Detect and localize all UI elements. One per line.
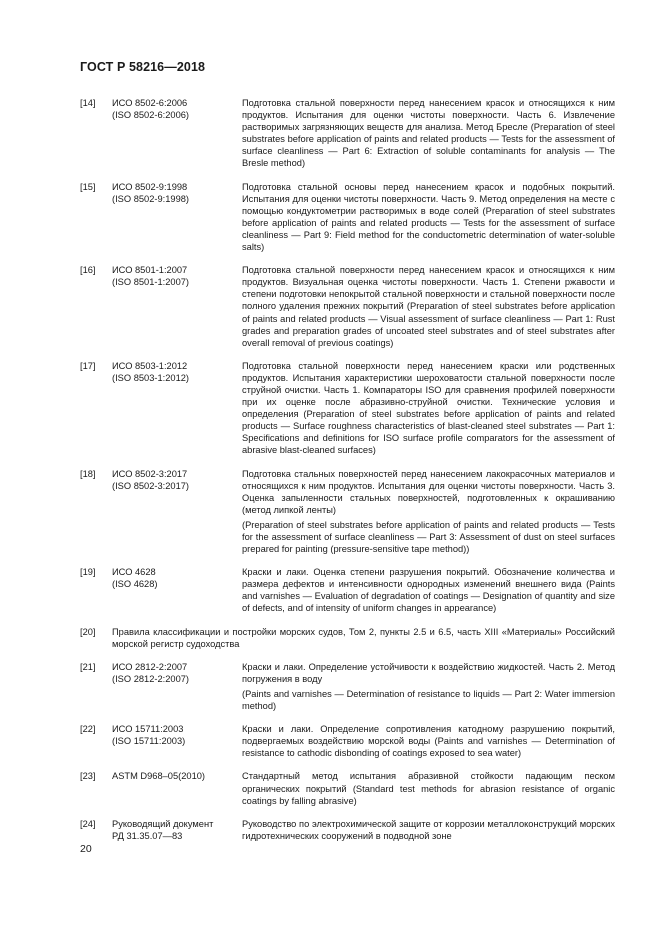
bibliography-entry-24 — [80, 818, 615, 842]
entry-number: [21] — [80, 661, 96, 672]
entry-description-text: Подготовка стальной поверхности перед нанесением красок и относящихся к ним продуктов. Визуальная оценка чистоты поверхности. Часть 1. Степени ржавости и степени подготовки непокрытой стальной поверхности и стальной поверхности после полного удаления прежних покрытий (Preparation of steel substrates before application of paints and related products — Visual assessment of surface cleanliness — Part 1: Rust grades and preparation grades of uncoated steel substrates and of steel substrates after overall removal of previous coatings) — [242, 265, 615, 348]
entry-description-en: (Paints and varnishes — Determination of resistance to liquids — Part 2: Water immersion method) — [242, 688, 615, 712]
entry-description — [242, 566, 615, 614]
entry-code — [112, 360, 242, 457]
entry-code — [112, 770, 242, 806]
bibliography-entry-18 — [80, 468, 615, 556]
entry-number: [22] — [80, 724, 96, 735]
entry-description — [242, 264, 615, 349]
bibliography-list — [80, 97, 615, 853]
entry-code — [112, 468, 242, 556]
bibliography-entry-23 — [80, 770, 615, 806]
bibliography-entry-19 — [80, 566, 615, 614]
bibliography-entry-15 — [80, 181, 615, 254]
entry-code-ru: ИСО 15711:2003 — [112, 724, 184, 735]
entry-code — [112, 818, 242, 842]
entry-code-ru: ИСО 8502-3:2017 — [112, 468, 188, 479]
entry-code-ru: ИСО 8502-6:2006 — [112, 98, 188, 108]
entry-code-ru: ИСО 8501-1:2007 — [112, 265, 188, 276]
entry-code-ru: ИСО 2812-2:2007 — [112, 661, 188, 672]
bibliography-entry-20 — [80, 626, 615, 650]
entry-number: [24] — [80, 818, 96, 829]
entry-description-text: Подготовка стальной основы перед нанесением красок и подобных покрытий. Испытания для оценки чистоты поверхности. Часть 9. Метод определения на месте с помощью кондуктометрии растворимых в воде солей (Preparation of steel substrates before application of paints and related products — Tests for the assessment of surface cleanliness — Part 9: Field method for the conductometric determination of water-soluble salts) — [242, 181, 615, 253]
entry-description — [242, 723, 615, 759]
entry-description — [242, 661, 615, 712]
bibliography-entry-16 — [80, 264, 615, 349]
entry-description-en: (Preparation of steel substrates before application of paints and related products — Tests for the assessment of surface cleanliness — Part 3: Assessment of dust on steel surfaces prepared for painting (pressure-sensitive tape method)) — [242, 519, 615, 555]
entry-description-text: Краски и лаки. Определение сопротивления катодному разрушению покрытий, подвергаемых воздействию морской воды (Paints and varnishes — Determination of resistance to cathodic disbonding of coatings exposed to sea water) — [242, 724, 615, 759]
entry-code — [112, 566, 242, 614]
entry-description — [242, 770, 615, 806]
entry-code-iso: (ISO 8503-1:2012) — [112, 372, 190, 383]
entry-code-iso: (ISO 15711:2003) — [112, 736, 186, 747]
entry-description — [242, 468, 615, 556]
entry-code — [112, 723, 242, 759]
entry-code-ru: Руководящий документ — [112, 818, 214, 829]
entry-code-iso: РД 31.35.07—83 — [112, 830, 183, 841]
entry-description-text: Подготовка стальной поверхности перед нанесением красок и относящихся к ним продуктов. Испытания для оценки чистоты поверхности. Часть 6. Извлечение растворимых загрязняющих веществ для анализа. Метод Бресле (Preparation of steel substrates before application of paints and related products — Tests for the assessment of surface cleanliness — Part 6: Extraction of soluble contaminants for analysis — The Bresle method) — [242, 98, 615, 169]
entry-number: [14] — [80, 98, 96, 108]
entry-number: [15] — [80, 181, 96, 192]
entry-number: [20] — [80, 626, 96, 637]
entry-code-ru: ИСО 8502-9:1998 — [112, 181, 188, 192]
bibliography-entry-22 — [80, 723, 615, 759]
page-number: 20 — [80, 843, 92, 855]
bibliography-entry-17 — [80, 360, 615, 457]
entry-description-text: Руководство по электрохимической защите от коррозии металлоконструкций морских гидротехнических сооружений в подводной зоне — [242, 818, 615, 841]
entry-description — [242, 181, 615, 254]
entry-code — [112, 181, 242, 254]
entry-description — [242, 360, 615, 457]
entry-code-iso: (ISO 2812-2:2007) — [112, 673, 190, 684]
bibliography-entry-14 — [80, 97, 615, 170]
entry-code-iso: (ISO 4628) — [112, 579, 158, 590]
entry-code-ru: ИСО 8503-1:2012 — [112, 360, 188, 371]
bibliography-entry-21 — [80, 661, 615, 712]
entry-code-ru: ИСО 4628 — [112, 567, 156, 578]
entry-code-iso: (ISO 8502-9:1998) — [112, 193, 190, 204]
entry-code-iso: (ISO 8502-6:2006) — [112, 110, 190, 121]
entry-number: [19] — [80, 567, 96, 578]
entry-description — [242, 97, 615, 170]
entry-code-iso: (ISO 8502-3:2017) — [112, 480, 190, 491]
entry-description-text: Подготовка стальных поверхностей перед нанесением лакокрасочных материалов и относящихся к ним продуктов. Испытания для оценки чистоты поверхности. Часть 3. Оценка запыленности стальных поверхностей, подготовленных к окрашиванию (метод липкой ленты) — [242, 468, 615, 515]
entry-description-text: Краски и лаки. Оценка степени разрушения покрытий. Обозначение количества и размера дефектов и интенсивности однородных изменений внешнего вида (Paints and varnishes — Evaluation of degradation of coatings — Designation of quantity and size of defects, and of intensity of uniform changes in appearance) — [242, 567, 615, 614]
entry-code-ru: ASTM D968–05(2010) — [112, 771, 206, 782]
entry-description-text: Подготовка стальной поверхности перед нанесением краски или родственных продуктов. Испытания характеристики шероховатости стальной поверхности после струйной очистки. Часть 1. Компараторы ISO для сравнения профилей поверхности при их оценке после абразивно-струйной очистки. Технические условия и определения (Preparation of steel substrates before application of paints and related products — Surface roughness characteristics of blast-cleaned steel substrates — Part 1: Specifications and definitions for ISO surface profile comparators for the assessment of abrasive blast-cleaned surfaces) — [242, 360, 615, 456]
entry-code — [112, 97, 242, 170]
entry-full-text: Правила классификации и постройки морских судов, Том 2, пункты 2.5 и 6.5, часть XIII «Материалы» Российский морской регистр судоходства — [112, 626, 615, 649]
entry-code — [112, 661, 242, 712]
entry-description-text: Стандартный метод испытания абразивной стойкости падающим песком органических покрытий (Standard test methods for abrasion resistance of organic coatings by falling abrasive) — [242, 771, 615, 806]
entry-number: [16] — [80, 265, 96, 276]
entry-number: [23] — [80, 771, 96, 782]
entry-description — [242, 818, 615, 842]
entry-number: [17] — [80, 360, 96, 371]
document-header: ГОСТ Р 58216—2018 — [80, 60, 206, 74]
entry-code — [112, 264, 242, 349]
entry-number: [18] — [80, 468, 96, 479]
entry-code-iso: (ISO 8501-1:2007) — [112, 277, 190, 288]
entry-description-text: Краски и лаки. Определение устойчивости к воздействию жидкостей. Часть 2. Метод погружения в воду — [242, 661, 615, 684]
